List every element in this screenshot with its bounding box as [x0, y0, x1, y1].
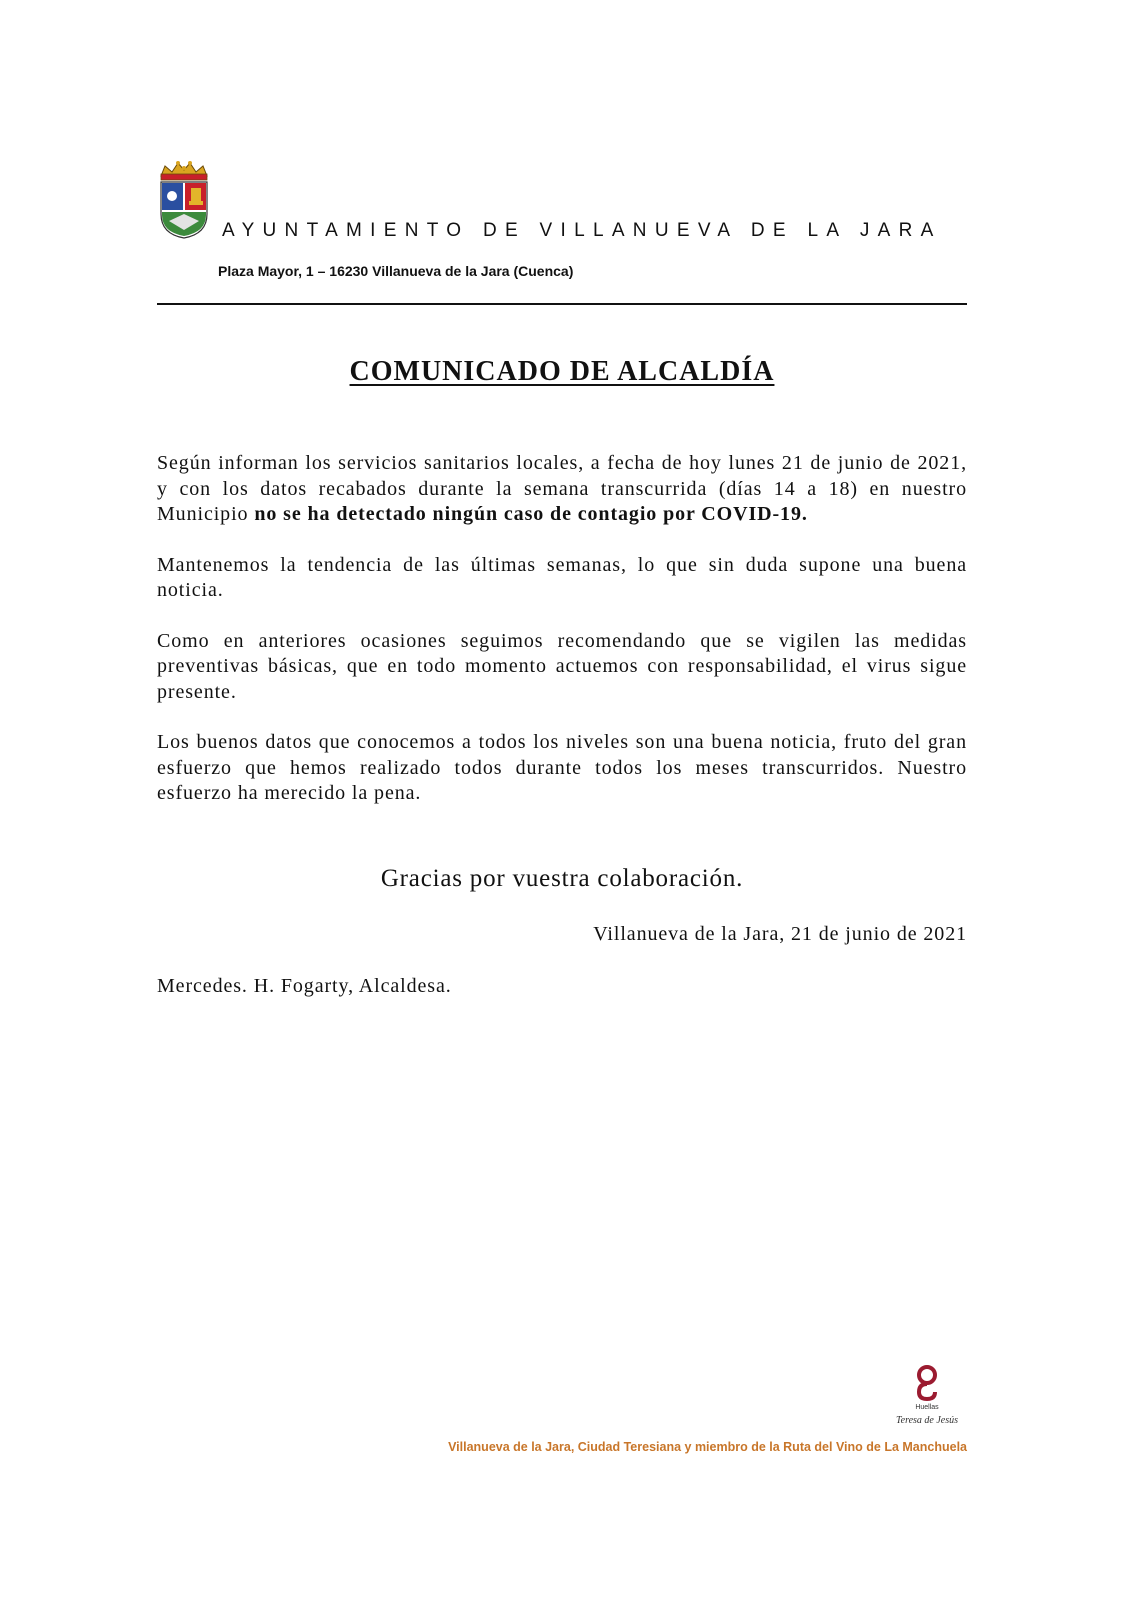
place-and-date: Villanueva de la Jara, 21 de junio de 2021 — [593, 923, 967, 945]
paragraph-1-text: Según informan los servicios sanitarios locales, a fecha de hoy lunes 21 de junio de 2021, y con los datos recabados durante la semana transcurrida (días 14 a 18) en nuestro Municipio — [157, 452, 967, 525]
logo-script: Teresa de Jesús — [895, 1415, 959, 1426]
signature-line: Mercedes. H. Fogarty, Alcaldesa. — [157, 975, 452, 997]
logo-caption: Huellas — [915, 1404, 939, 1411]
paragraph-1 — [157, 451, 967, 528]
footer-text: Villanueva de la Jara, Ciudad Teresiana y miembro de la Ruta del Vino de La Manchuela — [448, 1440, 967, 1454]
organization-name: AYUNTAMIENTO DE VILLANUEVA DE LA JARA — [222, 220, 942, 241]
document-body — [157, 451, 967, 832]
thanks-line: Gracias por vuestra colaboración. — [380, 865, 744, 892]
organization-address: Plaza Mayor, 1 – 16230 Villanueva de la Jara (Cuenca) — [218, 263, 574, 279]
coat-of-arms-icon — [155, 158, 213, 240]
document-title — [157, 356, 967, 388]
huellas-teresa-logo-icon — [888, 1362, 966, 1432]
paragraph-2: Mantenemos la tendencia de las últimas semanas, lo que sin duda supone una buena noticia. — [157, 553, 967, 601]
paragraph-1-highlight: no se ha detectado ningún caso de contagio por COVID-19. — [254, 503, 808, 525]
paragraph-4: Los buenos datos que conocemos a todos los niveles son una buena noticia, fruto del gran esfuerzo que hemos realizado todos durante todos los meses transcurridos. Nuestro esfuerzo ha merecido la pena. — [157, 731, 967, 804]
document-title-text: COMUNICADO DE ALCALDÍA — [349, 356, 775, 387]
header-divider — [157, 303, 967, 305]
paragraph-3: Como en anteriores ocasiones seguimos recomendando que se vigilen las medidas preventivas básicas, que en todo momento actuemos con responsabilidad, el virus sigue presente. — [157, 629, 967, 703]
